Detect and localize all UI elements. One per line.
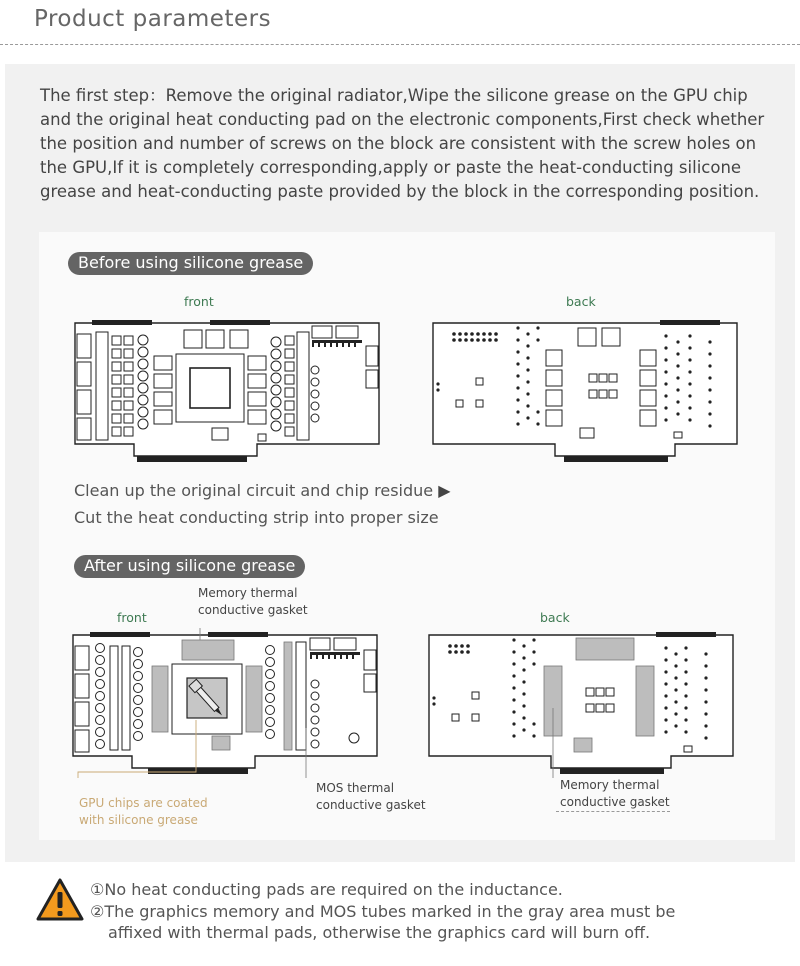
after-heading: After using silicone grease bbox=[74, 555, 305, 578]
step-cut-text: Cut the heat conducting strip into proper size bbox=[74, 508, 439, 527]
note-1: ①No heat conducting pads are required on the inductance. bbox=[90, 880, 563, 899]
title-divider bbox=[0, 44, 800, 45]
after-front-board bbox=[70, 628, 382, 778]
before-back-board bbox=[430, 316, 742, 466]
note-2: ②The graphics memory and MOS tubes marked in the gray area must be bbox=[90, 902, 676, 921]
before-heading: Before using silicone grease bbox=[68, 252, 313, 275]
intro-text: The first step：Remove the original radiator,Wipe the silicone grease on the GPU chip and the original heat conducting pad on the electronic components,First check whether the position and number of screws on the block are consistent with the screw holes on the GPU,If it is completely corresponding,apply or paste the heat-conducting silicone grease and heat-conducting paste provided by the block in the corresponding position. bbox=[40, 86, 765, 201]
before-back-label: back bbox=[566, 294, 596, 309]
step-clean-text: Clean up the original circuit and chip residue ▶ bbox=[74, 481, 451, 500]
after-back-board bbox=[426, 628, 738, 778]
memory-gasket-back-underline bbox=[556, 811, 670, 812]
after-back-label: back bbox=[540, 610, 570, 625]
before-front-board bbox=[72, 316, 384, 466]
memory-gasket-back-annotation: Memory thermal conductive gasket bbox=[560, 778, 670, 809]
before-front-label: front bbox=[184, 294, 214, 309]
warning-triangle-icon bbox=[36, 877, 84, 923]
page-title: Product parameters bbox=[34, 6, 272, 32]
after-front-label: front bbox=[117, 610, 147, 625]
gpu-coated-annotation: GPU chips are coated with silicone grease bbox=[79, 796, 208, 827]
mos-gasket-annotation: MOS thermal conductive gasket bbox=[316, 781, 426, 812]
note-2-continued: affixed with thermal pads, otherwise the graphics card will burn off. bbox=[108, 923, 651, 942]
memory-gasket-front-annotation: Memory thermal conductive gasket bbox=[198, 586, 308, 617]
